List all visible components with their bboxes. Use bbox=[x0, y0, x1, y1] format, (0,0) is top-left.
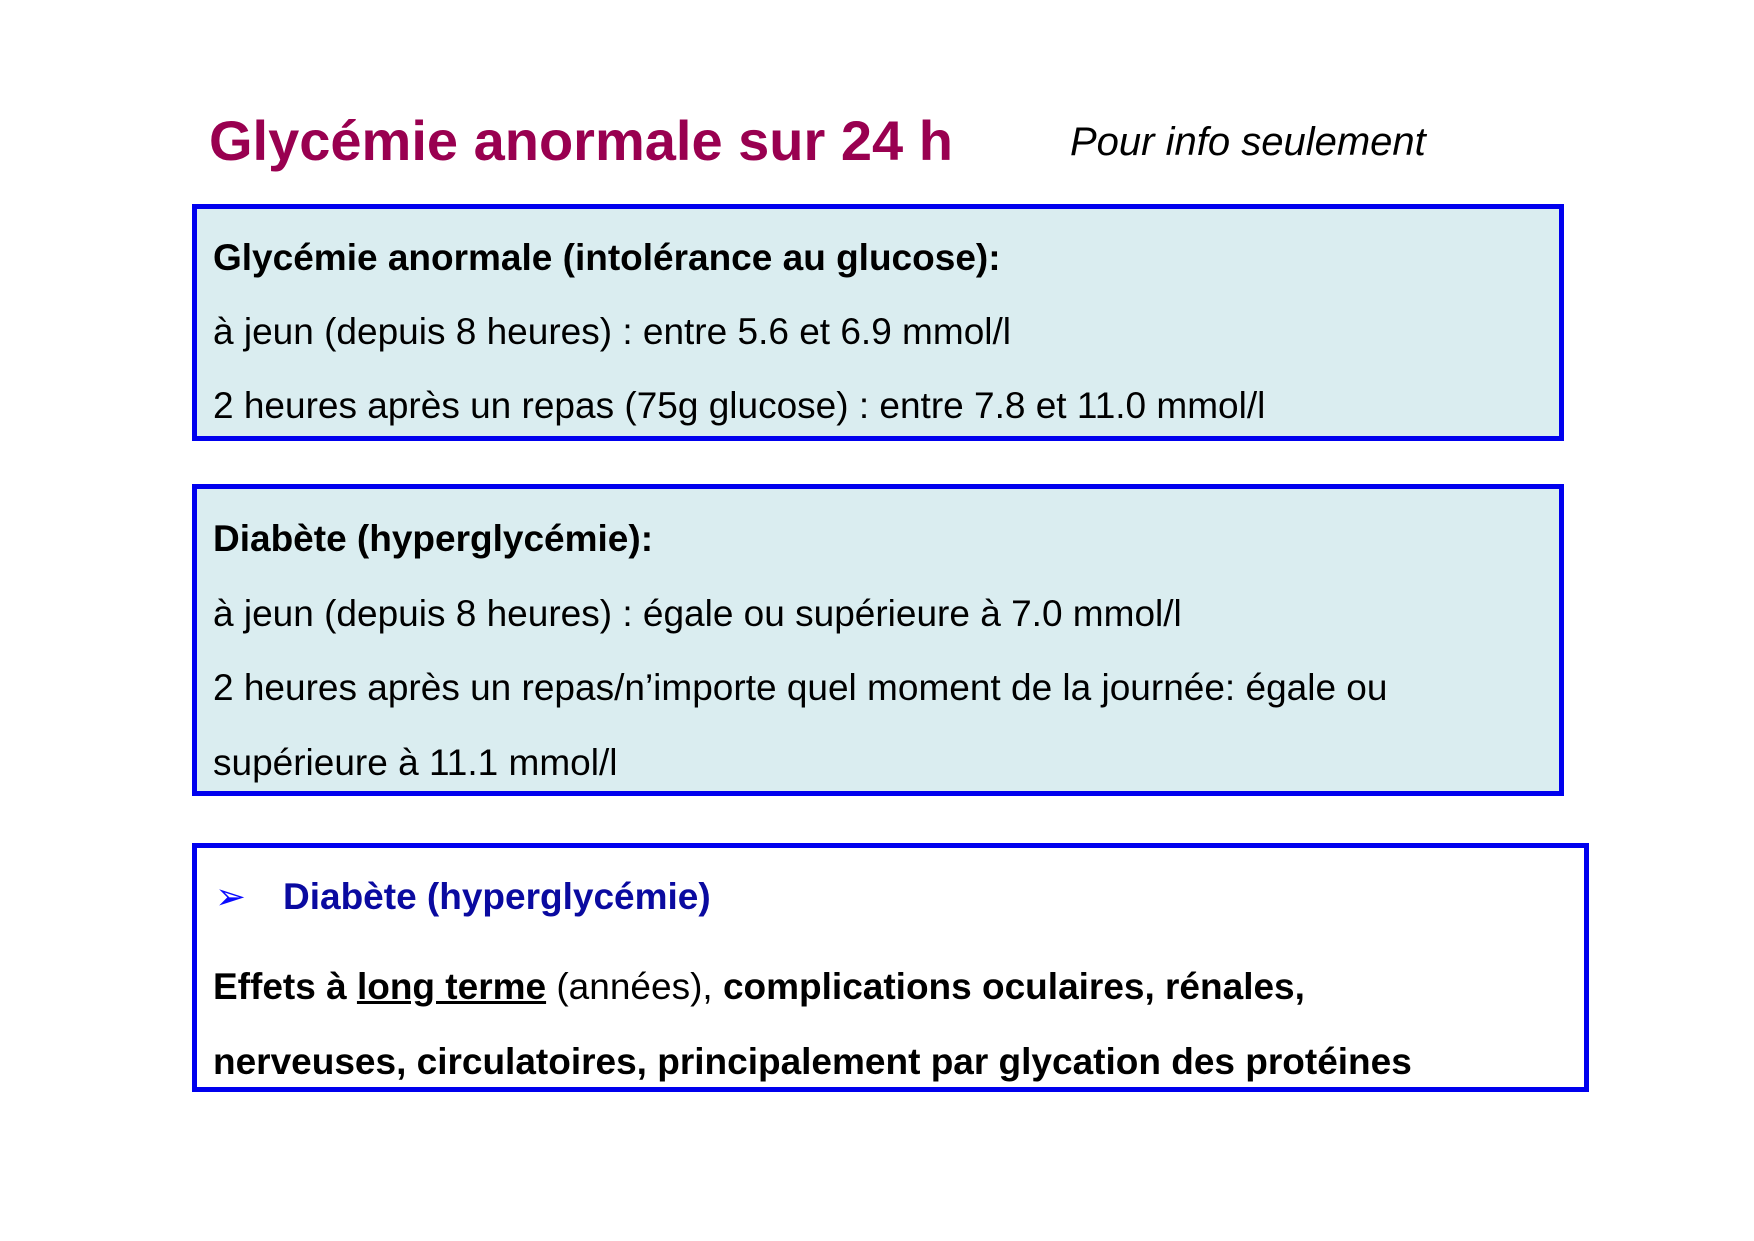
diabetes-postmeal-text-cont: supérieure à 11.1 mmol/l bbox=[213, 742, 618, 783]
complications-text-cont: nerveuses, circulatoires, principalement par glycation des protéines bbox=[213, 1041, 1412, 1082]
diabetes-bullet-heading bbox=[215, 875, 711, 918]
long-term-emphasis: long terme bbox=[356, 966, 547, 1007]
complications-text: complications oculaires, rénales, bbox=[722, 966, 1305, 1007]
bullet-heading-text: Diabète (hyperglycémie) bbox=[283, 876, 711, 917]
diabetes-heading: Diabète (hyperglycémie): bbox=[213, 518, 654, 559]
effects-line bbox=[213, 966, 1305, 1008]
diabetes-postmeal-text: 2 heures après un repas/n’importe quel moment de la journée: égale ou bbox=[213, 667, 1388, 708]
diabetes-effects-box bbox=[192, 843, 1589, 1092]
diabetes-criteria-box bbox=[192, 484, 1564, 796]
effects-prefix: Effets à bbox=[213, 966, 357, 1007]
page-subtitle: Pour info seulement bbox=[1070, 120, 1426, 164]
abnormal-glycemia-box bbox=[192, 204, 1564, 441]
abnormal-glycemia-heading: Glycémie anormale (intolérance au glucose): bbox=[213, 237, 1001, 278]
page-title: Glycémie anormale sur 24 h bbox=[209, 109, 953, 172]
postmeal-range-text: 2 heures après un repas (75g glucose) : entre 7.8 et 11.0 mmol/l bbox=[213, 385, 1266, 426]
fasting-range-text: à jeun (depuis 8 heures) : entre 5.6 et 6.9 mmol/l bbox=[213, 311, 1011, 352]
years-note: (années), bbox=[546, 966, 723, 1007]
arrow-bullet-icon: ➢ bbox=[215, 876, 247, 917]
diabetes-fasting-text: à jeun (depuis 8 heures) : égale ou supérieure à 7.0 mmol/l bbox=[213, 593, 1182, 634]
